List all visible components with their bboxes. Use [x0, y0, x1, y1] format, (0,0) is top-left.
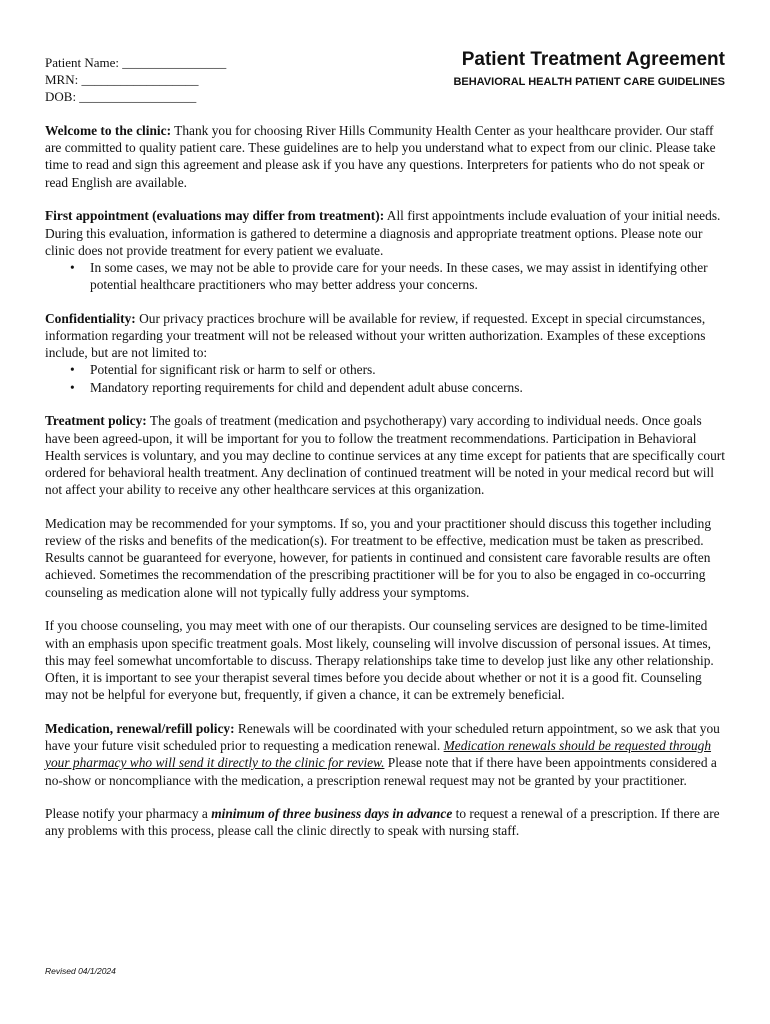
refill-policy-text-before: Renewals will be coordinated with your scheduled return appointment, so we ask that you have your future visit scheduled prior to requesting a medication renewal.	[45, 720, 720, 754]
welcome-text: Thank you for choosing River Hills Community Health Center as your healthcare provider. Our staff are committed to quality patient care. These guidelines are to help you understand what to expect from our clinic. Please take time to read and sign this agreement and please ask if you have any questions. Interpreters for patients who do not speak or read English are available.	[45, 123, 716, 190]
section-welcome	[45, 122, 728, 191]
pharmacy-notice-text-after: to request a renewal of a prescription. If there are any problems with this process, please call the clinic directly to speak with nursing staff.	[45, 806, 720, 839]
treatment-policy-text: The goals of treatment (medication and psychotherapy) vary according to individual needs. Once goals have been agreed-upon, it will be important for you to follow the treatment recommendations. Participation in Behavioral Health services is voluntary, and you may decline to continue services at any time except for patients that are specifically court ordered for behavioral health treatment. Any declination of continued treatment will be noted in your medical record but will not affect your ability to receive any other healthcare services at this organization.	[45, 413, 725, 498]
document-body	[45, 122, 728, 856]
welcome-paragraph	[45, 122, 728, 191]
document-header	[453, 48, 725, 88]
first-appointment-paragraph	[45, 207, 728, 259]
mrn-field: MRN: __________________	[45, 72, 199, 87]
refill-policy-emphasis: Medication renewals should be requested through your pharmacy who will send it directly to the clinic for review.	[45, 738, 712, 771]
patient-info-block	[45, 54, 226, 105]
treatment-policy-heading: Treatment policy:	[45, 413, 147, 429]
confidentiality-paragraph	[45, 310, 728, 362]
section-confidentiality	[45, 310, 728, 396]
list-item: • Potential for significant risk or harm to self or others.	[90, 361, 728, 378]
page-title: Patient Treatment Agreement	[461, 49, 725, 70]
first-appointment-text: All first appointments include evaluation of your initial needs. During this evaluation, information is gathered to determine a diagnosis and appropriate treatment options. Please note our clinic does not provide treatment for every patient we evaluate.	[45, 208, 721, 258]
pharmacy-notice-text-before: Please notify your pharmacy a	[45, 806, 212, 822]
first-appointment-list	[45, 259, 728, 293]
refill-policy-text-after: Please note that if there have been appointments considered a no-show or noncompliance with the medication, a prescription renewal request may not be granted by your practitioner.	[45, 755, 717, 788]
dob-field: DOB: __________________	[45, 89, 197, 104]
section-refill-policy	[45, 720, 728, 789]
welcome-heading: Welcome to the clinic:	[45, 123, 172, 138]
list-item: • Mandatory reporting requirements for child and dependent adult abuse concerns.	[90, 379, 728, 396]
confidentiality-text: Our privacy practices brochure will be available for review, if requested. Except in special circumstances, information regarding your treatment will not be released without your written authorization. Examples of these exceptions include, but are not limited to:	[45, 310, 706, 361]
counseling-paragraph: If you choose counseling, you may meet with one of our therapists. Our counseling services are designed to be time-limited with an emphasis upon specific treatment goals. Most likely, counseling will involve discussion of personal issues. At times, this may feel somewhat uncomfortable to discuss. Therapy relationships take time to develop just like any other relationship. Often, it is important to see your therapist several times before you decide about whether or not it is a good fit. Counseling may not be helpful for everyone but, frequently, if given a chance, it can be extremely beneficial.	[45, 618, 714, 703]
refill-policy-paragraph	[45, 720, 728, 789]
pharmacy-notice-paragraph	[45, 805, 728, 839]
section-pharmacy-notice	[45, 805, 728, 839]
page-subtitle: BEHAVIORAL HEALTH PATIENT CARE GUIDELINES	[453, 76, 725, 88]
section-counseling	[45, 617, 728, 703]
confidentiality-list	[45, 361, 728, 395]
patient-name-field: Patient Name: ________________	[45, 55, 227, 70]
section-medication	[45, 515, 728, 601]
refill-policy-heading: Medication, renewal/refill policy:	[45, 720, 235, 736]
treatment-policy-paragraph	[45, 412, 728, 498]
first-appointment-heading: First appointment (evaluations may differ from treatment):	[45, 208, 385, 224]
section-first-appointment	[45, 207, 728, 293]
list-item: • In some cases, we may not be able to provide care for your needs. In these cases, we may assist in identifying other potential healthcare practitioners who may better address your concerns.	[90, 259, 728, 293]
medication-paragraph: Medication may be recommended for your symptoms. If so, you and your practitioner should discuss this together including review of the risks and benefits of the medication(s). For treatment to be effective, medication must be taken as prescribed. Results cannot be guaranteed for everyone, however, for patients in continued and consistent care favorable results are often achieved. Sometimes the recommendation of the prescribing practitioner will be for you to also be engaged in co-occurring counseling as medication alone will not typically fully address your symptoms.	[45, 515, 712, 600]
confidentiality-heading: Confidentiality:	[45, 310, 136, 326]
pharmacy-notice-emphasis: minimum of three business days in advance	[211, 806, 453, 822]
section-treatment-policy	[45, 412, 728, 498]
revision-date: Revised 04/1/2024	[45, 966, 116, 976]
